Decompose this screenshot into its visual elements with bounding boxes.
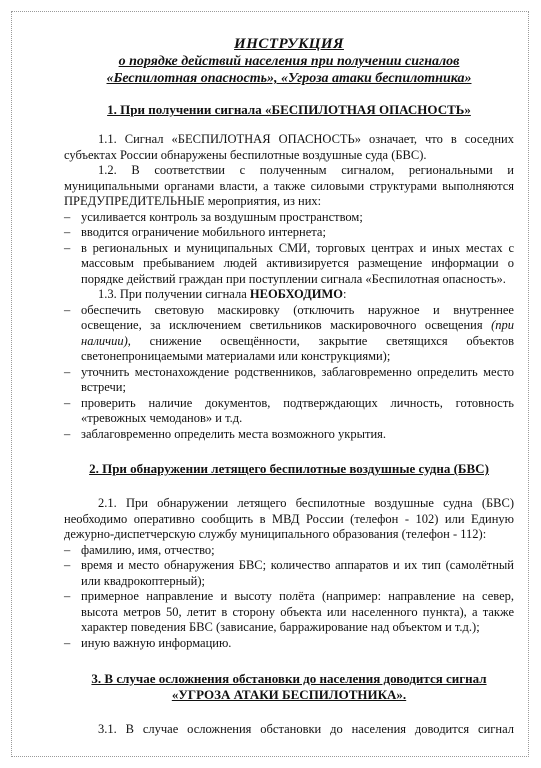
list-item [64,303,514,365]
list-item-text: обеспечить световую маскировку (отключить наружное и внутреннее освещение, за исключением светильников маскировочного освещения [81,302,514,332]
document-title: ИНСТРУКЦИЯ [234,36,344,52]
section-1-heading: 1. При получении сигнала «БЕСПИЛОТНАЯ ОПАСНОСТЬ» [107,102,471,117]
paragraph-1-3 [64,287,514,303]
list-item: – в региональных и муниципальных СМИ, торговых центрах и иных местах с массовым пребыванием людей активизируется размещение информации о порядке действий граждан при поступлении сигнала «Беспилотная опасность». [64,241,514,288]
list-item: – время и место обнаружения БВС; количество аппаратов и их тип (самолётный или квадрокоптерный); [64,558,514,589]
paragraph-1-3-colon: : [342,287,347,301]
paragraph-1-1: 1.1. Сигнал «БЕСПИЛОТНАЯ ОПАСНОСТЬ» означает, что в соседних субъектах России обнаружены беспилотные воздушные суда (БВС). [64,132,514,162]
list-item: – проверить наличие документов, подтверждающих личность, готовность «тревожных чемоданов» и т.д. [64,396,514,427]
required-actions-list [64,303,514,443]
section-3-heading-line-1: 3. В случае осложнения обстановки до населения доводится сигнал [91,671,487,686]
paragraph-1-2: 1.2. В соответствии с полученным сигналом, региональными и муниципальными органами власти, а также силовыми структурами выполняются ПРЕДУПРЕДИТЕЛЬНЫЕ мероприятия, из них: [64,163,514,208]
paragraph-3-1: 3.1. В случае осложнения обстановки до населения доводится сигнал [98,722,514,736]
list-item: – усиливается контроль за воздушным пространством; [64,210,514,226]
precaution-measures-list [64,210,514,288]
report-details-list [64,543,514,652]
list-item: – уточнить местонахождение родственников, заблаговременно определить место встречи; [64,365,514,396]
list-item: – иную важную информацию. [64,636,514,652]
paragraph-2-1: 2.1. При обнаружении летящего беспилотные воздушные судна (БВС) необходимо оперативно сообщить в МВД России (телефон - 102) или Единую дежурно-диспетчерскую службу муниципального образования (телефон - 112): [64,496,514,541]
list-item: – вводится ограничение мобильного интернета; [64,225,514,241]
list-item-text: , снижение освещённости, закрытие светящихся объектов светонепроницаемыми материалами или конструкциями); [81,333,514,363]
section-3-heading-line-2: «УГРОЗА АТАКИ БЕСПИЛОТНИКА». [171,687,407,702]
list-item: – фамилию, имя, отчество; [64,543,514,559]
list-item-italic-note: (при наличии) [81,318,514,348]
document-subtitle-line-2: «Беспилотная опасность», «Угроза атаки беспилотника» [106,71,472,86]
document-page [0,36,541,738]
necessary-emphasis: НЕОБХОДИМО [249,287,343,301]
paragraph-1-3-text: 1.3. При получении сигнала [98,287,250,301]
list-item: – заблаговременно определить места возможного укрытия. [64,427,514,443]
list-item: – примерное направление и высоту полёта (например: направление на север, высота метров 50, летит в сторону объекта или населенного пункта), а также характер поведения БВС (зависание, барражирование над объектом и т.д.); [64,589,514,636]
document-subtitle-line-1: о порядке действий населения при получении сигналов [118,54,460,69]
section-2-heading: 2. При обнаружении летящего беспилотные воздушные судна (БВС) [89,461,489,476]
